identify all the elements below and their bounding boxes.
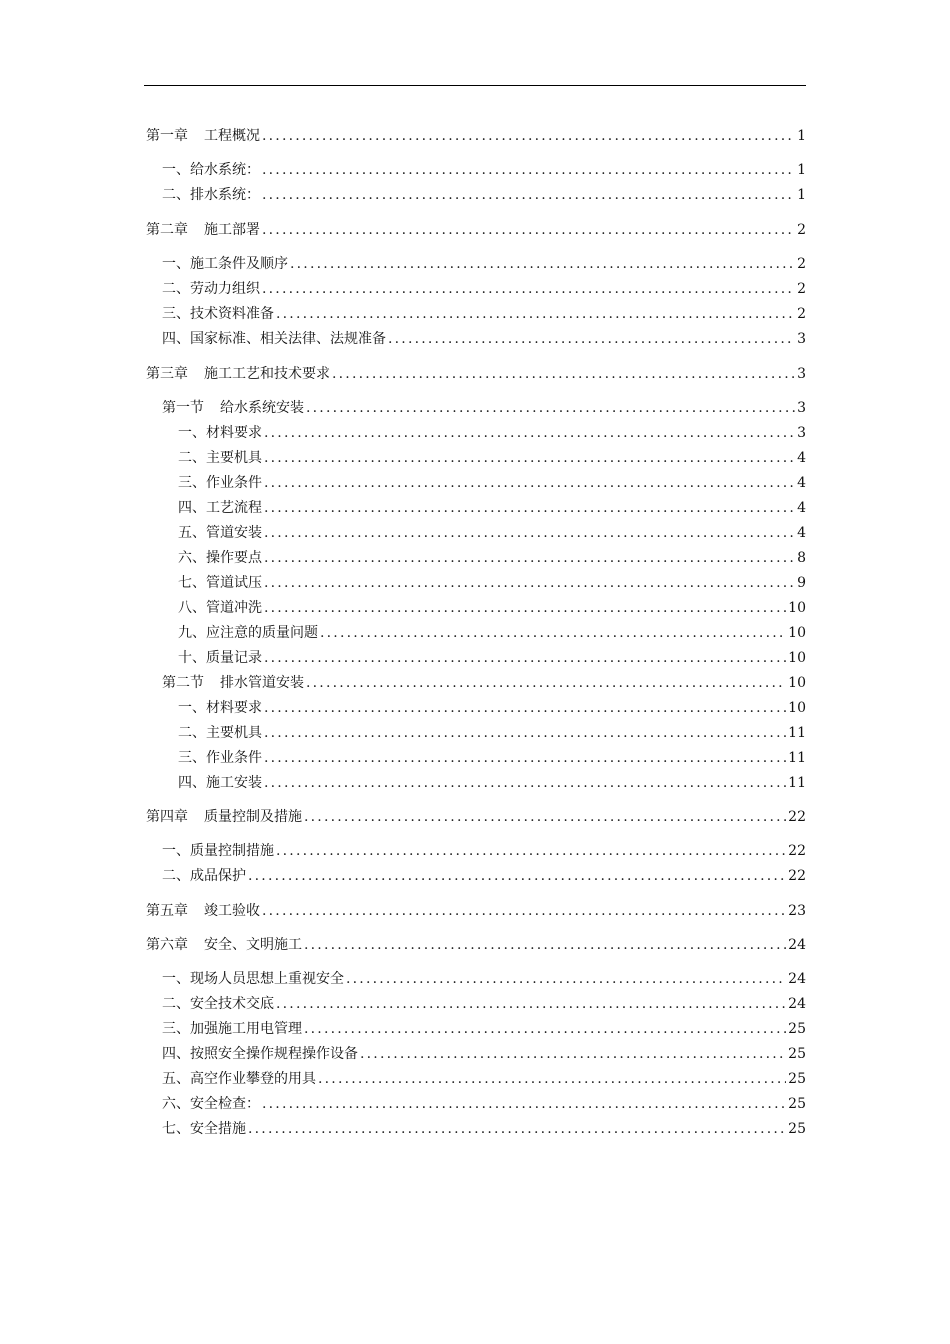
toc-entry[interactable]: [162, 1018, 806, 1040]
toc-entry-title: 给水系统：: [190, 162, 260, 178]
toc-entry-page-number: 1: [797, 187, 806, 203]
toc-entry-title: 主要机具: [206, 725, 262, 741]
toc-entry[interactable]: [146, 806, 806, 828]
toc-entry-page-number: 4: [797, 450, 806, 466]
toc-entry-page-number: 23: [788, 903, 806, 919]
toc-entry[interactable]: [178, 697, 806, 719]
toc-entry-page-number: 24: [788, 996, 806, 1012]
toc-entry-page-number: 11: [788, 775, 806, 791]
toc-entry[interactable]: [162, 865, 806, 887]
toc-entry-label: [162, 993, 274, 1015]
toc-entry-label: [162, 672, 304, 694]
toc-entry-number: 二、: [162, 996, 190, 1012]
toc-entry[interactable]: [178, 772, 806, 794]
toc-dot-leader: [276, 840, 786, 862]
toc-entry-number: 三、: [162, 306, 190, 322]
toc-dot-leader: [304, 806, 786, 828]
toc-entry-page-number: 22: [788, 868, 806, 884]
toc-dot-leader: [264, 572, 795, 594]
toc-entry-label: [178, 472, 262, 494]
toc-dot-leader: [262, 1093, 786, 1115]
toc-entry-page-number: 22: [788, 809, 806, 825]
toc-entry-title: 竣工验收: [204, 903, 260, 919]
toc-entry-title: 应注意的质量问题: [206, 625, 318, 641]
toc-dot-leader: [264, 747, 786, 769]
toc-entry-page-number: 4: [797, 525, 806, 541]
toc-entry-page-number: 3: [797, 366, 806, 382]
toc-entry[interactable]: [162, 184, 806, 206]
toc-entry-number: 第一章: [146, 128, 188, 144]
toc-dot-leader: [264, 472, 795, 494]
toc-dot-leader: [262, 159, 795, 181]
toc-entry-page-number: 2: [797, 281, 806, 297]
toc-entry-page-number: 22: [788, 843, 806, 859]
toc-entry-label: [178, 497, 262, 519]
toc-entry-label: [146, 125, 260, 147]
toc-entry-title: 主要机具: [206, 450, 262, 466]
toc-dot-leader: [264, 597, 786, 619]
toc-dot-leader: [262, 219, 795, 241]
toc-dot-leader: [264, 422, 795, 444]
toc-entry[interactable]: [162, 1093, 806, 1115]
toc-dot-leader: [262, 900, 786, 922]
toc-entry-label: [162, 865, 246, 887]
toc-entry[interactable]: [162, 328, 806, 350]
toc-dot-leader: [264, 522, 795, 544]
toc-entry-number: 七、: [162, 1121, 190, 1137]
toc-entry[interactable]: [178, 572, 806, 594]
toc-entry-title: 施工工艺和技术要求: [204, 366, 330, 382]
toc-entry-title: 按照安全操作规程操作设备: [190, 1046, 358, 1062]
toc-entry-label: [178, 547, 262, 569]
toc-dot-leader: [264, 447, 795, 469]
toc-entry-number: 三、: [178, 475, 206, 491]
toc-entry[interactable]: [162, 672, 806, 694]
toc-entry-number: 第一节: [162, 400, 204, 416]
toc-entry-number: 六、: [178, 550, 206, 566]
toc-dot-leader: [248, 865, 786, 887]
toc-entry-title: 质量记录: [206, 650, 262, 666]
toc-entry-title: 现场人员思想上重视安全: [190, 971, 344, 987]
toc-dot-leader: [306, 397, 795, 419]
toc-entry-number: 一、: [162, 256, 190, 272]
toc-entry-number: 三、: [162, 1021, 190, 1037]
toc-entry-label: [162, 1118, 246, 1140]
toc-entry[interactable]: [162, 278, 806, 300]
toc-entry-number: 一、: [178, 425, 206, 441]
toc-entry-label: [178, 772, 262, 794]
toc-entry-title: 安全检查：: [190, 1096, 260, 1112]
toc-entry-page-number: 10: [788, 625, 806, 641]
toc-entry-number: 二、: [162, 187, 190, 203]
toc-entry-page-number: 24: [788, 971, 806, 987]
toc-entry-page-number: 10: [788, 675, 806, 691]
toc-entry-label: [162, 397, 304, 419]
toc-entry-title: 管道冲洗: [206, 600, 262, 616]
toc-entry-label: [162, 1018, 302, 1040]
toc-entry-label: [146, 900, 260, 922]
toc-entry[interactable]: [162, 968, 806, 990]
toc-entry-number: 六、: [162, 1096, 190, 1112]
toc-entry-page-number: 10: [788, 650, 806, 666]
toc-dot-leader: [262, 184, 795, 206]
toc-dot-leader: [248, 1118, 786, 1140]
toc-entry-page-number: 1: [797, 128, 806, 144]
toc-entry-page-number: 2: [797, 256, 806, 272]
toc-entry-number: 四、: [162, 331, 190, 347]
toc-entry[interactable]: [162, 840, 806, 862]
toc-entry-title: 安全、文明施工: [204, 937, 302, 953]
toc-entry-number: 一、: [162, 971, 190, 987]
toc-entry-title: 工程概况: [204, 128, 260, 144]
toc-entry-page-number: 11: [788, 725, 806, 741]
toc-dot-leader: [276, 303, 795, 325]
toc-dot-leader: [264, 722, 786, 744]
toc-entry-page-number: 10: [788, 600, 806, 616]
toc-entry-page-number: 25: [788, 1021, 806, 1037]
toc-entry-label: [178, 597, 262, 619]
toc-entry-page-number: 25: [788, 1071, 806, 1087]
toc-entry-label: [162, 184, 260, 206]
toc-entry-page-number: 9: [797, 575, 806, 591]
toc-entry-page-number: 4: [797, 475, 806, 491]
toc-entry-page-number: 2: [797, 306, 806, 322]
toc-entry-number: 二、: [178, 725, 206, 741]
toc-entry-label: [146, 219, 260, 241]
toc-entry[interactable]: [178, 647, 806, 669]
toc-entry-label: [178, 747, 262, 769]
toc-entry-number: 五、: [178, 525, 206, 541]
toc-entry-label: [178, 697, 262, 719]
toc-entry-title: 操作要点: [206, 550, 262, 566]
toc-entry[interactable]: [178, 622, 806, 644]
toc-entry-title: 安全措施: [190, 1121, 246, 1137]
toc-dot-leader: [262, 125, 795, 147]
toc-entry-title: 成品保护: [190, 868, 246, 884]
toc-entry-number: 八、: [178, 600, 206, 616]
toc-entry[interactable]: [162, 993, 806, 1015]
toc-entry-number: 第六章: [146, 937, 188, 953]
toc-dot-leader: [360, 1043, 786, 1065]
toc-entry[interactable]: [178, 422, 806, 444]
toc-entry-label: [162, 1093, 260, 1115]
toc-entry[interactable]: [162, 1118, 806, 1140]
toc-dot-leader: [264, 497, 795, 519]
toc-entry-title: 作业条件: [206, 750, 262, 766]
toc-entry[interactable]: [146, 219, 806, 241]
toc-entry-label: [178, 622, 318, 644]
toc-entry-number: 四、: [178, 500, 206, 516]
toc-dot-leader: [306, 672, 786, 694]
toc-entry-number: 第二节: [162, 675, 204, 691]
toc-entry-page-number: 24: [788, 937, 806, 953]
toc-entry-label: [178, 722, 262, 744]
toc-entry[interactable]: [178, 497, 806, 519]
toc-entry-title: 管道试压: [206, 575, 262, 591]
toc-dot-leader: [264, 697, 786, 719]
toc-entry-page-number: 10: [788, 700, 806, 716]
toc-entry[interactable]: [162, 1043, 806, 1065]
toc-entry-page-number: 3: [797, 400, 806, 416]
toc-entry-number: 五、: [162, 1071, 190, 1087]
toc-entry-label: [162, 1068, 316, 1090]
toc-entry-title: 国家标准、相关法律、法规准备: [190, 331, 386, 347]
toc-entry-title: 施工条件及顺序: [190, 256, 288, 272]
toc-entry-page-number: 25: [788, 1121, 806, 1137]
toc-entry[interactable]: [178, 722, 806, 744]
toc-entry-label: [162, 253, 288, 275]
toc-entry[interactable]: [162, 253, 806, 275]
toc-entry-label: [162, 968, 344, 990]
toc-entry-number: 二、: [178, 450, 206, 466]
toc-entry-title: 高空作业攀登的用具: [190, 1071, 316, 1087]
toc-entry-number: 二、: [162, 281, 190, 297]
toc-dot-leader: [264, 647, 786, 669]
toc-entry-title: 加强施工用电管理: [190, 1021, 302, 1037]
toc-dot-leader: [346, 968, 786, 990]
toc-entry-title: 劳动力组织: [190, 281, 260, 297]
toc-entry[interactable]: [162, 303, 806, 325]
toc-entry[interactable]: [146, 125, 806, 147]
toc-entry-label: [162, 303, 274, 325]
toc-entry-label: [178, 422, 262, 444]
toc-entry-title: 材料要求: [206, 425, 262, 441]
toc-entry-title: 排水管道安装: [220, 675, 304, 691]
toc-dot-leader: [332, 363, 795, 385]
toc-dot-leader: [320, 622, 786, 644]
toc-entry-number: 第二章: [146, 222, 188, 238]
toc-dot-leader: [304, 1018, 786, 1040]
toc-entry[interactable]: [178, 747, 806, 769]
toc-entry-number: 一、: [162, 162, 190, 178]
toc-entry-label: [178, 572, 262, 594]
toc-entry-title: 作业条件: [206, 475, 262, 491]
toc-entry-label: [146, 363, 330, 385]
toc-dot-leader: [264, 772, 786, 794]
toc-entry-label: [162, 159, 260, 181]
toc-entry-title: 材料要求: [206, 700, 262, 716]
toc-entry-label: [146, 934, 302, 956]
toc-entry-label: [146, 806, 302, 828]
toc-entry-number: 二、: [162, 868, 190, 884]
toc-entry[interactable]: [146, 934, 806, 956]
toc-dot-leader: [276, 993, 786, 1015]
toc-entry-page-number: 25: [788, 1096, 806, 1112]
toc-entry[interactable]: [178, 522, 806, 544]
toc-entry-title: 施工部署: [204, 222, 260, 238]
toc-entry-number: 一、: [162, 843, 190, 859]
toc-entry-title: 质量控制及措施: [204, 809, 302, 825]
toc-entry[interactable]: [178, 547, 806, 569]
toc-entry[interactable]: [178, 597, 806, 619]
toc-entry-number: 十、: [178, 650, 206, 666]
toc-entry[interactable]: [178, 447, 806, 469]
toc-dot-leader: [388, 328, 795, 350]
toc-entry-label: [162, 1043, 358, 1065]
toc-entry-page-number: 3: [797, 425, 806, 441]
toc-entry-number: 三、: [178, 750, 206, 766]
toc-entry-page-number: 11: [788, 750, 806, 766]
toc-dot-leader: [290, 253, 795, 275]
toc-entry-number: 第五章: [146, 903, 188, 919]
toc-entry-page-number: 1: [797, 162, 806, 178]
toc-entry[interactable]: [162, 397, 806, 419]
toc-entry-page-number: 2: [797, 222, 806, 238]
toc-entry-title: 安全技术交底: [190, 996, 274, 1012]
toc-entry-title: 施工安装: [206, 775, 262, 791]
toc-entry-title: 工艺流程: [206, 500, 262, 516]
toc-entry-label: [162, 278, 260, 300]
toc-entry-title: 技术资料准备: [190, 306, 274, 322]
toc-entry-label: [162, 328, 386, 350]
toc-dot-leader: [304, 934, 786, 956]
toc-entry[interactable]: [146, 363, 806, 385]
toc-entry-number: 七、: [178, 575, 206, 591]
toc-entry[interactable]: [146, 900, 806, 922]
toc-entry[interactable]: [178, 472, 806, 494]
toc-entry[interactable]: [162, 159, 806, 181]
toc-entry-page-number: 8: [797, 550, 806, 566]
toc-entry-label: [178, 647, 262, 669]
toc-entry-title: 排水系统：: [190, 187, 260, 203]
toc-entry-page-number: 3: [797, 331, 806, 347]
toc-entry-label: [178, 522, 262, 544]
toc-entry-number: 四、: [162, 1046, 190, 1062]
toc-entry-title: 质量控制措施: [190, 843, 274, 859]
toc-entry-number: 第三章: [146, 366, 188, 382]
toc-entry-number: 一、: [178, 700, 206, 716]
toc-entry[interactable]: [162, 1068, 806, 1090]
toc-entry-label: [178, 447, 262, 469]
toc-entry-page-number: 4: [797, 500, 806, 516]
toc-entry-label: [162, 840, 274, 862]
toc-entry-title: 管道安装: [206, 525, 262, 541]
toc-entry-number: 四、: [178, 775, 206, 791]
toc-dot-leader: [264, 547, 795, 569]
toc-dot-leader: [318, 1068, 786, 1090]
toc-entry-page-number: 25: [788, 1046, 806, 1062]
toc-entry-number: 九、: [178, 625, 206, 641]
toc-entry-number: 第四章: [146, 809, 188, 825]
toc-dot-leader: [262, 278, 795, 300]
toc-entry-title: 给水系统安装: [220, 400, 304, 416]
